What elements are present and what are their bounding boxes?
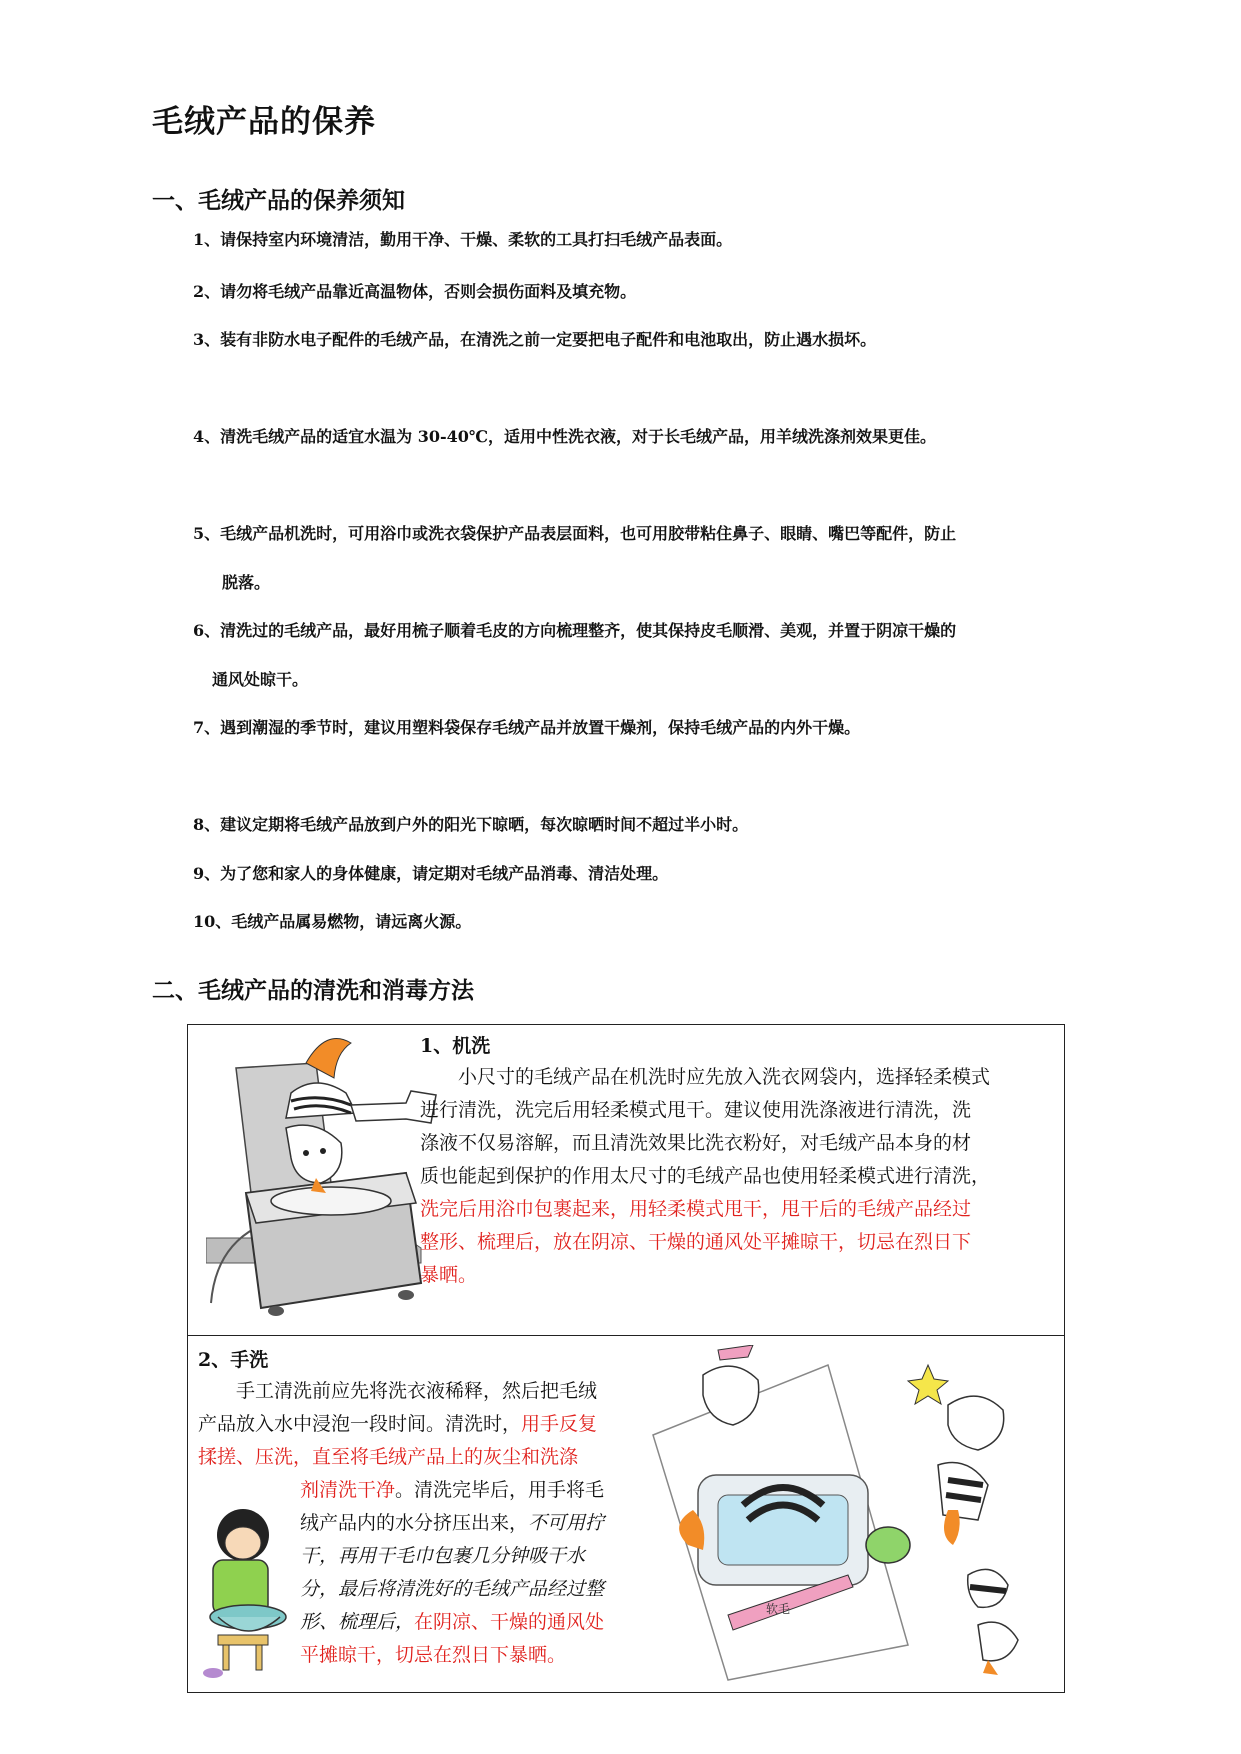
hand-line-2 (198, 1408, 658, 1441)
care-item-2: 2、请勿将毛绒产品靠近高温物体，否则会损伤面料及填充物。 (193, 282, 637, 301)
care-item-1: 1、请保持室内环境清洁，勤用干净、干燥、柔软的工具打扫毛绒产品表面。 (193, 230, 733, 249)
hand-line-4a: 剂清洗干净 (300, 1479, 396, 1501)
care-item-3: 3、装有非防水电子配件的毛绒产品，在清洗之前一定要把电子配件和电池取出，防止遇水损坏。 (193, 330, 877, 349)
washing-methods-box (187, 1024, 1065, 1693)
hand-line-6: 干，再用干毛巾包裹几分钟吸干水 (300, 1545, 586, 1567)
machine-line-3: 涤液不仅易溶解，而且清洗效果比洗衣粉好，对毛绒产品本身的材 (420, 1132, 972, 1154)
machine-line-4: 质也能起到保护的作用太尺寸的毛绒产品也使用轻柔模式进行清洗， (420, 1165, 991, 1187)
section2-heading: 二、毛绒产品的清洗和消毒方法 (152, 977, 474, 1004)
care-item-6-cont: 通风处晾干。 (212, 670, 309, 689)
girl-hand-washing-illustration (198, 1505, 293, 1680)
care-item-6: 6、清洗过的毛绒产品，最好用梳子顺着毛皮的方向梳理整齐，使其保持皮毛顺滑、美观，并置于阴凉干燥的 (193, 621, 957, 640)
care-item-5: 5、毛绒产品机洗时，可用浴巾或洗衣袋保护产品表层面料，也可用胶带粘住鼻子、眼睛、嘴巴等配件，防止 (193, 524, 957, 543)
care-item-8: 8、建议定期将毛绒产品放到户外的阳光下晾晒，每次晾晒时间不超过半小时。 (193, 815, 749, 834)
machine-line-7: 暴晒。 (420, 1264, 478, 1286)
hand-line-5a: 绒产品内的水分挤压出来， (300, 1512, 529, 1534)
machine-wash-text (420, 1061, 1056, 1292)
machine-line-5: 洗完后用浴巾包裹起来，用轻柔模式甩干，甩干后的毛绒产品经过 (420, 1198, 972, 1220)
care-item-4: 4、清洗毛绒产品的适宜水温为 30-40℃，适用中性洗衣液，对于长毛绒产品，用羊绒洗涤剂效果更佳。 (193, 427, 937, 446)
hand-line-7: 分，最后将清洗好的毛绒产品经过整 (300, 1578, 605, 1600)
hand-line-3: 揉搓、压洗，直至将毛绒产品上的灰尘和洗涤 (198, 1446, 579, 1468)
hand-line-8b: 在阴凉、干燥的通风处 (414, 1611, 605, 1633)
section1-heading: 一、毛绒产品的保养须知 (152, 187, 405, 214)
machine-line-1: 小尺寸的毛绒产品在机洗时应先放入洗衣网袋内，选择轻柔模式 (458, 1066, 991, 1088)
machine-line-6: 整形、梳理后，放在阴凉、干燥的通风处平摊晾干，切忌在烈日下 (420, 1231, 972, 1253)
care-item-10: 10、毛绒产品属易燃物，请远离火源。 (193, 912, 472, 931)
hand-wash-heading: 2、手洗 (198, 1349, 269, 1371)
hand-line-4 (198, 1474, 658, 1507)
care-item-9: 9、为了您和家人的身体健康，请定期对毛绒产品消毒、清洁处理。 (193, 864, 669, 883)
care-item-7: 7、遇到潮湿的季节时，建议用塑料袋保存毛绒产品并放置干燥剂，保持毛绒产品的内外干燥。 (193, 718, 861, 737)
page-title: 毛绒产品的保养 (152, 104, 376, 140)
machine-line-2: 进行清洗，洗完后用轻柔模式甩干。建议使用洗涤液进行清洗，洗 (420, 1099, 972, 1121)
plush-toy-washing-illustration (648, 1345, 1058, 1685)
machine-wash-heading: 1、机洗 (420, 1035, 491, 1057)
hand-line-2a: 产品放入水中浸泡一段时间。清洗时， (198, 1413, 522, 1435)
hand-line-4b: 。清洗完毕后，用手将毛 (395, 1479, 605, 1501)
hand-line-2b: 用手反复 (521, 1413, 598, 1435)
hand-line-9: 平摊晾干，切忌在烈日下暴晒。 (300, 1644, 567, 1666)
brush-label: 软毛 (766, 1602, 791, 1616)
box-divider (188, 1335, 1064, 1336)
hand-line-5b: 不可用拧 (528, 1512, 605, 1534)
hand-line-8a: 形、梳理后， (300, 1611, 415, 1633)
care-item-5-cont: 脱落。 (222, 573, 271, 592)
hand-line-1: 手工清洗前应先将洗衣液稀释，然后把毛绒 (236, 1380, 598, 1402)
